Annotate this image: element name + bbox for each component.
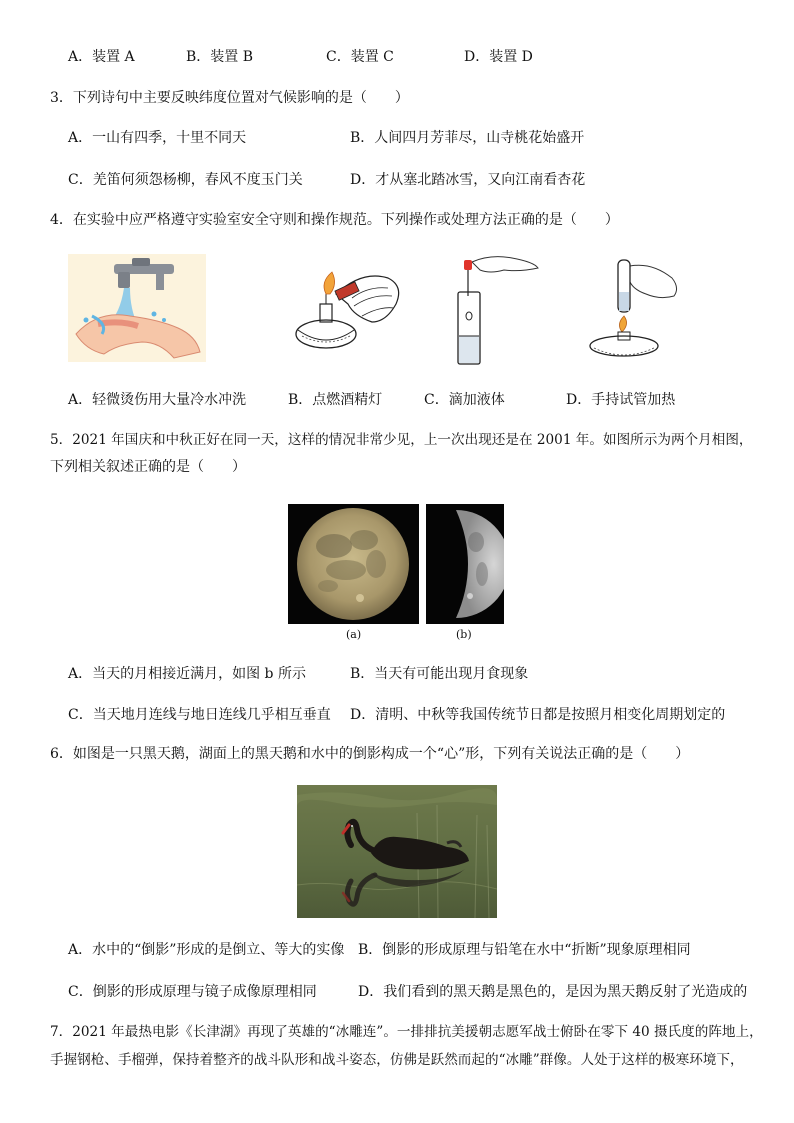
q6-option-a: A．水中的“倒影”形成的是倒立、等大的实像 <box>68 942 345 958</box>
q6-option-b: B．倒影的形成原理与铅笔在水中“折断”现象原理相同 <box>358 942 691 958</box>
q6-option-d: D．我们看到的黑天鹅是黑色的，是因为黑天鹅反射了光造成的 <box>358 984 748 1000</box>
caption-b: (b) <box>456 628 472 641</box>
q3-option-b: B．人间四月芳菲尽，山寺桃花始盛开 <box>350 130 585 146</box>
q5-stem-line2: 下列相关叙述正确的是（ ） <box>50 459 246 475</box>
q4-option-a: A．轻微烫伤用大量冷水冲洗 <box>68 392 247 408</box>
q2-option-a: A．装置 A <box>68 49 135 65</box>
q3-option-c: C．羌笛何须怨杨柳，春风不度玉门关 <box>68 172 303 188</box>
q3-option-d: D．才从塞北踏冰雪，又向江南看杏花 <box>350 172 586 188</box>
q2-option-d: D．装置 D <box>464 49 533 65</box>
q6-option-c: C．倒影的形成原理与镜子成像原理相同 <box>68 984 317 1000</box>
full-moon-photo <box>288 504 419 624</box>
q7-line2: 手握钢枪、手榴弹，保持着整齐的战斗队形和战斗姿态，仿佛是跃然而起的“冰雕”群像。人处于这样的极寒环境下， <box>50 1052 744 1068</box>
half-moon-photo <box>426 504 504 624</box>
q3-option-a: A．一山有四季，十里不同天 <box>68 130 247 146</box>
burn-rinse-illustration <box>68 254 206 362</box>
q4-option-b: B．点燃酒精灯 <box>288 392 383 408</box>
q5-option-b: B．当天有可能出现月食现象 <box>350 666 529 682</box>
black-swan-photo <box>297 785 497 918</box>
q7-line1: 7．2021 年最热电影《长津湖》再现了英雄的“冰雕连”。一排排抗美援朝志愿军战士俯卧在零下 40 摄氏度的阵地上， <box>50 1024 763 1040</box>
test-tube-heating-illustration <box>580 254 684 360</box>
q3-stem: 3．下列诗句中主要反映纬度位置对气候影响的是（ ） <box>50 90 409 106</box>
q5-option-d: D．清明、中秋等我国传统节日都是按照月相变化周期划定的 <box>350 707 726 723</box>
q4-option-c: C．滴加液体 <box>424 392 505 408</box>
q5-stem-line1: 5．2021 年国庆和中秋正好在同一天，这样的情况非常少见，上一次出现还是在 2001 年。如图所示为两个月相图， <box>50 432 753 448</box>
q4-option-d: D．手持试管加热 <box>566 392 676 408</box>
q5-option-c: C．当天地月连线与地日连线几乎相互垂直 <box>68 707 331 723</box>
q2-option-c: C．装置 C <box>326 49 394 65</box>
q2-option-b: B．装置 B <box>186 49 254 65</box>
q5-option-a: A．当天的月相接近满月，如图 b 所示 <box>68 666 306 682</box>
caption-a: (a) <box>346 628 362 641</box>
q6-stem: 6．如图是一只黑天鹅，湖面上的黑天鹅和水中的倒影构成一个“心”形，下列有关说法正确的是（ ） <box>50 746 690 762</box>
alcohol-lamp-lighting-illustration <box>292 264 410 354</box>
q4-stem: 4．在实验中应严格遵守实验室安全守则和操作规范。下列操作或处理方法正确的是（ ） <box>50 212 619 228</box>
dropper-test-tube-illustration <box>450 252 542 368</box>
